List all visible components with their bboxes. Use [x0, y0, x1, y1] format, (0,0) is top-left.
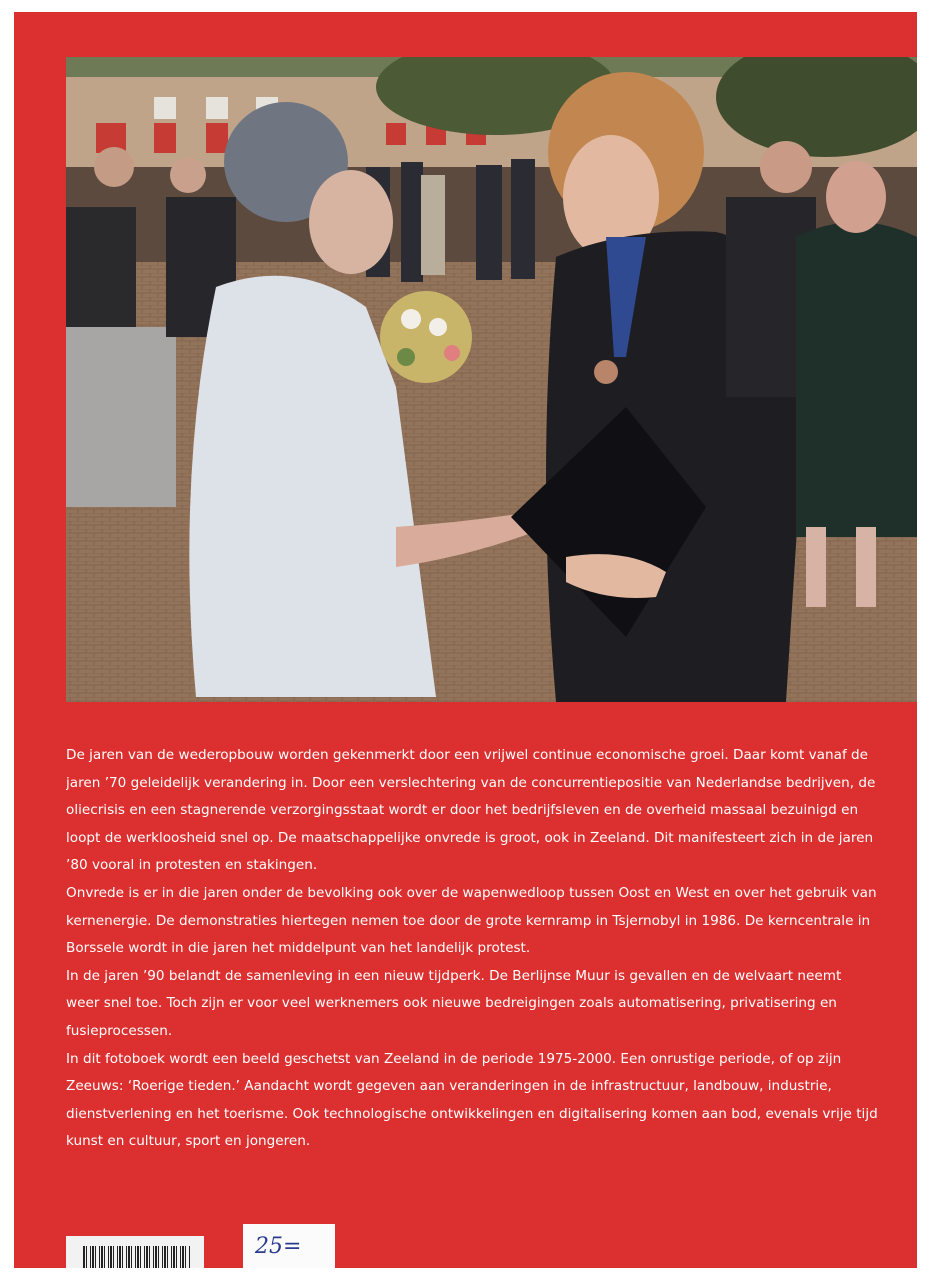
price-handwritten: 25= [255, 1234, 302, 1259]
blurb-line: weer snel toe. Toch zijn er voor veel werknemers ook nieuwe bedreigingen zoals automatisering, privatisering en [66, 995, 837, 1012]
blurb-line: fusieprocessen. [66, 1022, 173, 1039]
back-cover-blurb [66, 742, 917, 1156]
blurb-line: kernenergie. De demonstraties hiertegen nemen toe door de grote kernramp in Tsjernobyl in 1986. De kerncentrale in [66, 912, 871, 929]
blurb-line: oliecrisis en een stagnerende verzorgingsstaat wordt er door het bedrijfsleven en de overheid massaal bezuinigd en [66, 802, 859, 819]
blurb-line: jaren ’70 geleidelijk verandering in. Door een verslechtering van de concurrentiepositie van Nederlandse bedrijven, de [66, 774, 876, 791]
blurb-line: dienstverlening en het toerisme. Ook technologische ontwikkelingen en digitalisering komen aan bod, evenals vrije tijd [66, 1105, 878, 1122]
blurb-line: Zeeuws: ‘Roerige tieden.’ Aandacht wordt gegeven aan veranderingen in de infrastructuur, landbouw, industrie, [66, 1078, 832, 1095]
blurb-line: De jaren van de wederopbouw worden gekenmerkt door een vrijwel continue economische groei. Daar komt vanaf de [66, 747, 869, 763]
barcode-bars [83, 1246, 191, 1268]
blurb-line: In de jaren ’90 belandt de samenleving in een nieuw tijdperk. De Berlijnse Muur is gevallen en de welvaart neemt [66, 967, 842, 984]
barcode [66, 1236, 204, 1268]
cover-photo [66, 57, 917, 702]
blurb-line: Borssele wordt in die jaren het middelpunt van het landelijk protest. [66, 940, 531, 957]
blurb-line: In dit fotoboek wordt een beeld geschetst van Zeeland in de periode 1975-2000. Een onrustige periode, of op zijn [66, 1050, 842, 1067]
blurb-line: kunst en cultuur, sport en jongeren. [66, 1133, 311, 1150]
blurb-line: loopt de werkloosheid snel op. De maatschappelijke onvrede is groot, ook in Zeeland. Dit manifesteert zich in de jaren [66, 829, 874, 846]
blurb-line: ’80 vooral in protesten en stakingen. [66, 857, 318, 874]
cover-photo-illustration [66, 57, 917, 702]
price-sticker [243, 1224, 335, 1268]
blurb-line: Onvrede is er in die jaren onder de bevolking ook over de wapenwedloop tussen Oost en West en over het gebruik van [66, 884, 877, 901]
